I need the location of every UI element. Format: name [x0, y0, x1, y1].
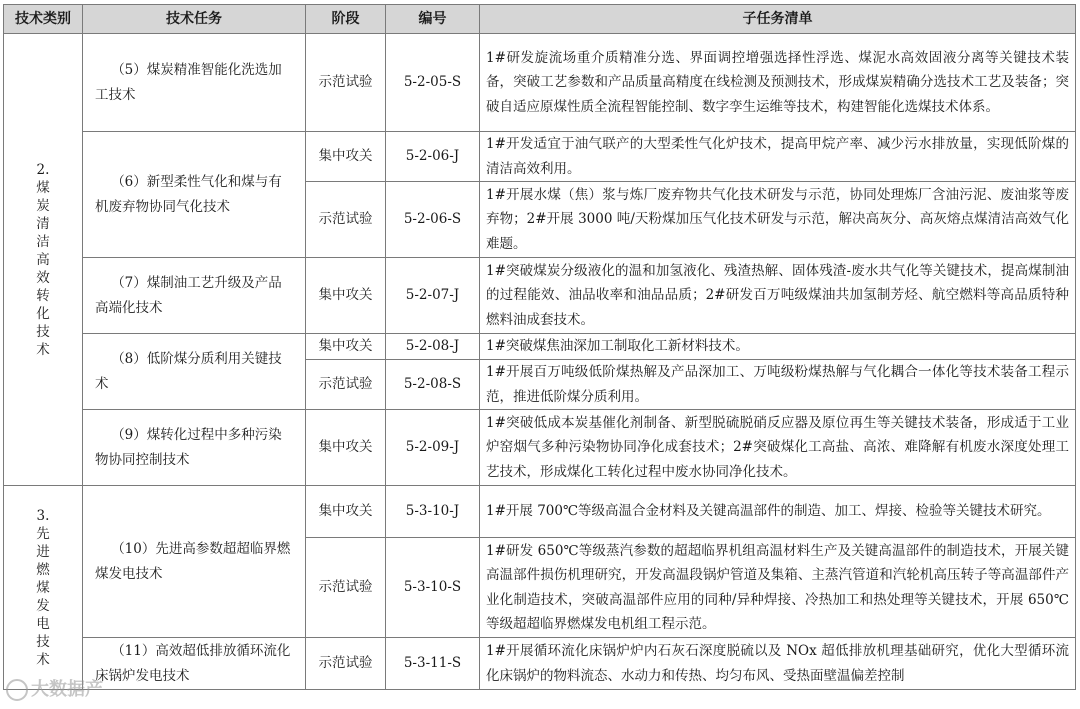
stage-cell: 示范试验 — [306, 182, 386, 258]
code-cell: 5-2-09-J — [386, 410, 480, 486]
task-cell-6: （6）新型柔性气化和煤与有机废弃物协同气化技术 — [83, 132, 306, 258]
subtask-cell: 1#开展循环流化床锅炉炉内石灰石深度脱硫以及 NOx 超低排放机理基础研究，优化大型循环流化床锅炉的物料流态、水动力和传热、均匀布风、受热面壁温偏差控制 — [480, 638, 1076, 690]
table-row — [4, 486, 1076, 538]
code-cell: 5-2-07-J — [386, 258, 480, 334]
table-row — [4, 132, 1076, 182]
header-stage: 阶段 — [306, 5, 386, 34]
task-cell-10: （10）先进高参数超超临界燃煤发电技术 — [83, 486, 306, 638]
code-cell: 5-2-08-J — [386, 334, 480, 360]
code-cell: 5-2-05-S — [386, 34, 480, 132]
code-cell: 5-2-06-S — [386, 182, 480, 258]
task-cell-11: （11）高效超低排放循环流化床锅炉发电技术 — [83, 638, 306, 690]
stage-cell: 集中攻关 — [306, 132, 386, 182]
table-row — [4, 34, 1076, 132]
code-cell: 5-3-10-S — [386, 538, 480, 638]
subtask-cell: 1#突破煤焦油深加工制取化工新材料技术。 — [480, 334, 1076, 360]
subtask-cell: 1#研发 650℃等级蒸汽参数的超超临界机组高温材料生产及关键高温部件的制造技术，开展关键高温部件损伤机理研究，开发高温段锅炉管道及集箱、主蒸汽管道和汽轮机高压转子等高温部件产业化制造技术，突破高温部件应用的同种/异种焊接、冷热加工和热处理等关键技术，开展 650℃等级超超临界燃煤发电机组工程示范。 — [480, 538, 1076, 638]
header-code: 编号 — [386, 5, 480, 34]
table-row — [4, 334, 1076, 360]
task-cell-5: （5）煤炭精准智能化洗选加工技术 — [83, 34, 306, 132]
subtask-cell: 1#开展百万吨级低阶煤热解及产品深加工、万吨级粉煤热解与气化耦合一体化等技术装备工程示范，推进低阶煤分质利用。 — [480, 360, 1076, 410]
tech-task-table — [3, 4, 1076, 690]
code-cell: 5-2-08-S — [386, 360, 480, 410]
header-category: 技术类别 — [4, 5, 83, 34]
task-cell-7: （7）煤制油工艺升级及产品高端化技术 — [83, 258, 306, 334]
stage-cell: 集中攻关 — [306, 334, 386, 360]
table-row — [4, 258, 1076, 334]
subtask-cell: 1#开展水煤（焦）浆与炼厂废弃物共气化技术研发与示范，协同处理炼厂含油污泥、废油浆等废弃物；2#开展 3000 吨/天粉煤加压气化技术研发与示范，解决高灰分、高灰熔点煤清洁高效气化难题。 — [480, 182, 1076, 258]
stage-cell: 示范试验 — [306, 34, 386, 132]
task-cell-8: （8）低阶煤分质利用关键技术 — [83, 334, 306, 410]
watermark — [6, 676, 126, 704]
watermark-text: 大数据产 — [31, 679, 103, 700]
header-subtasks: 子任务清单 — [480, 5, 1076, 34]
stage-cell: 示范试验 — [306, 538, 386, 638]
subtask-cell: 1#研发旋流场重介质精准分选、界面调控增强选择性浮选、煤泥水高效固液分离等关键技术装备，突破工艺参数和产品质量高精度在线检测及预测技术，形成煤炭精确分选技术工艺及装备；突破自适应原煤性质全流程智能控制、数字孪生运维等技术，构建智能化选煤技术体系。 — [480, 34, 1076, 132]
subtask-cell: 1#突破低成本炭基催化剂制备、新型脱硫脱硝反应器及原位再生等关键技术装备，形成适于工业炉窑烟气多种污染物协同净化成套技术；2#突破煤化工高盐、高浓、难降解有机废水深度处理工艺技术，形成煤化工转化过程中废水协同净化技术。 — [480, 410, 1076, 486]
table-row — [4, 638, 1076, 690]
category-cell-3: 3.先进燃煤发电技术 — [4, 486, 83, 690]
subtask-cell: 1#开展 700℃等级高温合金材料及关键高温部件的制造、加工、焊接、检验等关键技术研究。 — [480, 486, 1076, 538]
stage-cell: 集中攻关 — [306, 410, 386, 486]
category-cell-2: 2.煤炭清洁高效转化技术 — [4, 34, 83, 486]
header-task: 技术任务 — [83, 5, 306, 34]
subtask-cell: 1#突破煤炭分级液化的温和加氢液化、残渣热解、固体残渣-废水共气化等关键技术，提高煤制油的过程能效、油品收率和油品品质；2#研发百万吨级煤油共加氢制芳烃、航空燃料等高品质特种燃料油成套技术。 — [480, 258, 1076, 334]
stage-cell: 集中攻关 — [306, 486, 386, 538]
code-cell: 5-2-06-J — [386, 132, 480, 182]
task-cell-9: （9）煤转化过程中多种污染物协同控制技术 — [83, 410, 306, 486]
code-cell: 5-3-10-J — [386, 486, 480, 538]
stage-cell: 示范试验 — [306, 638, 386, 690]
subtask-cell: 1#开发适宜于油气联产的大型柔性气化炉技术，提高甲烷产率、减少污水排放量，实现低阶煤的清洁高效利用。 — [480, 132, 1076, 182]
table-row — [4, 410, 1076, 486]
stage-cell: 集中攻关 — [306, 258, 386, 334]
table-header-row — [4, 5, 1076, 34]
code-cell: 5-3-11-S — [386, 638, 480, 690]
stage-cell: 示范试验 — [306, 360, 386, 410]
watermark-logo-icon — [6, 679, 28, 701]
